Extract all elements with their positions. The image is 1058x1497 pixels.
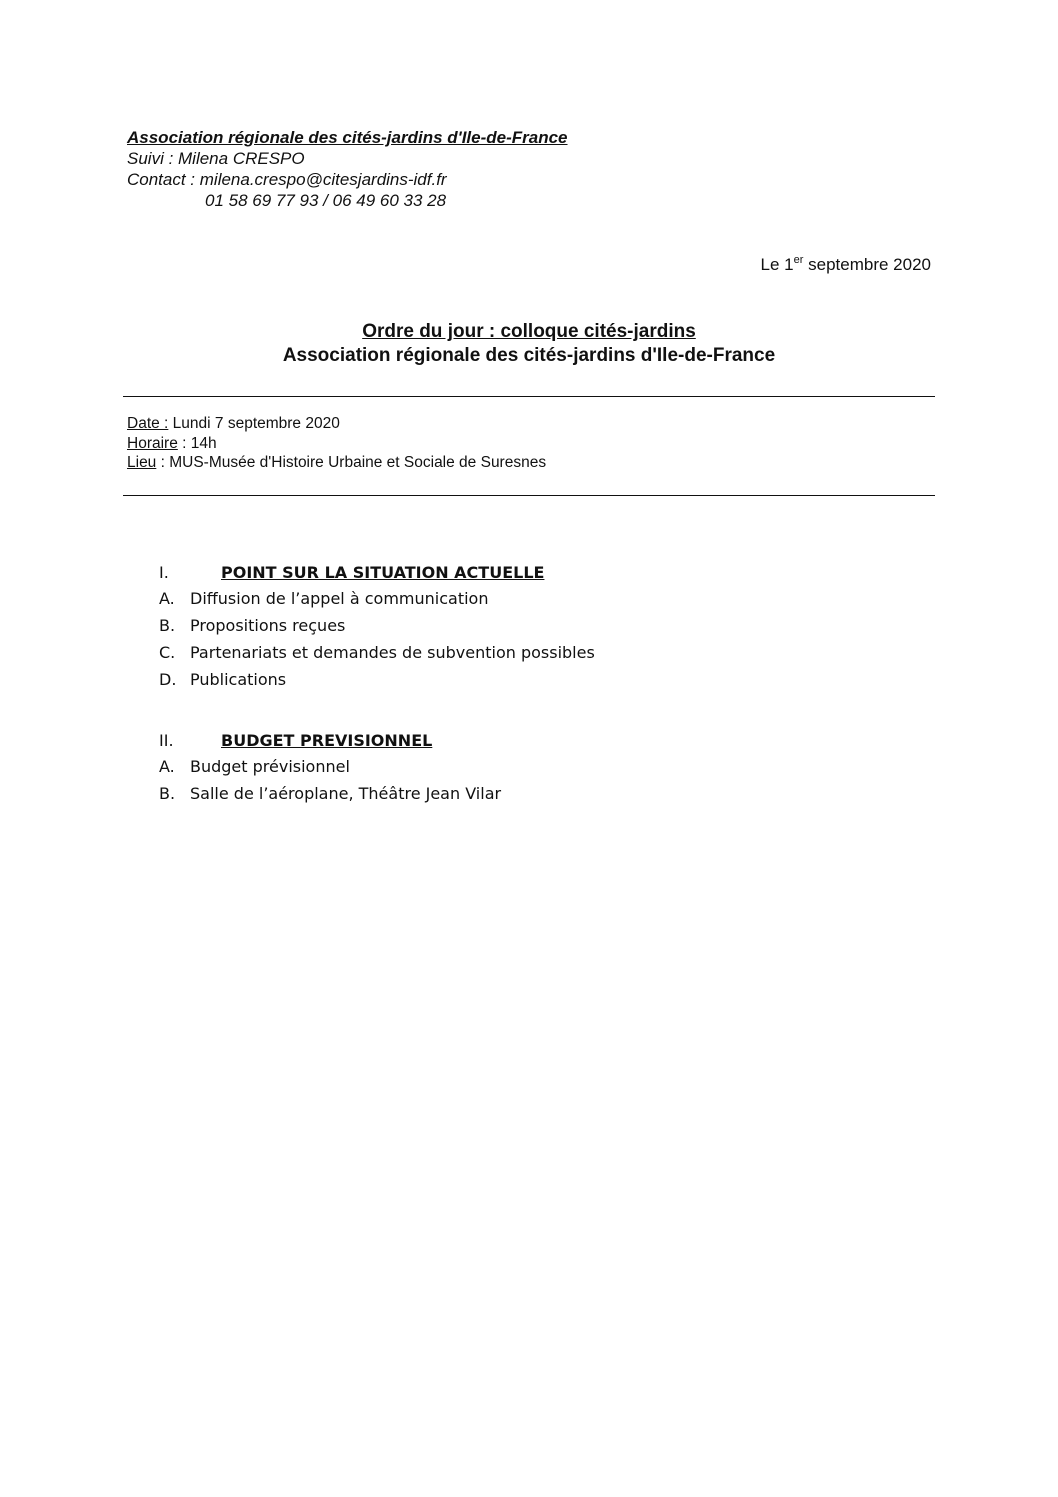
- item-letter: D.: [159, 670, 177, 689]
- place-value: : MUS-Musée d'Histoire Urbaine et Sociale de Suresnes: [156, 454, 547, 471]
- meeting-time-row: [127, 434, 546, 454]
- contact-line: Contact : milena.crespo@citesjardins-idf.fr: [127, 170, 447, 189]
- item-letter: A.: [159, 757, 175, 776]
- section-spacer: [159, 693, 595, 729]
- agenda: [159, 561, 595, 807]
- letter-date-superscript: er: [793, 254, 804, 266]
- meeting-date-row: [127, 414, 546, 434]
- item-text: Publications: [190, 670, 287, 689]
- section-number: I.: [159, 563, 169, 582]
- item-text: Propositions reçues: [190, 616, 346, 635]
- agenda-item: [159, 612, 595, 639]
- letter-date-suffix: septembre 2020: [803, 255, 931, 274]
- title-line-2: Association régionale des cités-jardins d'Ile-de-France: [282, 345, 776, 366]
- item-text: Diffusion de l’appel à communication: [190, 589, 489, 608]
- title-line-1: Ordre du jour : colloque cités-jardins: [362, 321, 696, 342]
- section-title: POINT SUR LA SITUATION ACTUELLE: [221, 563, 545, 582]
- agenda-item: [159, 780, 595, 807]
- section-number: II.: [159, 731, 174, 750]
- item-letter: A.: [159, 589, 175, 608]
- place-label: Lieu: [127, 454, 157, 471]
- top-divider: [123, 396, 935, 397]
- item-letter: C.: [159, 643, 176, 662]
- meeting-details: [127, 414, 546, 473]
- followup-line: Suivi : Milena CRESPO: [127, 149, 305, 168]
- agenda-item: [159, 753, 595, 780]
- date-value: Lundi 7 septembre 2020: [168, 415, 340, 432]
- agenda-item: [159, 639, 595, 666]
- date-label: Date :: [127, 415, 169, 432]
- item-text: Budget prévisionnel: [190, 757, 350, 776]
- agenda-section: [159, 561, 595, 585]
- section-title: BUDGET PREVISIONNEL: [221, 731, 433, 750]
- item-letter: B.: [159, 616, 176, 635]
- document-title: [0, 320, 1058, 368]
- agenda-section: [159, 729, 595, 753]
- phone-numbers: 01 58 69 77 93 / 06 49 60 33 28: [205, 191, 447, 210]
- time-label: Horaire: [127, 434, 178, 452]
- letter-date-prefix: Le 1: [760, 255, 794, 274]
- time-value: : 14h: [177, 434, 217, 452]
- item-text: Partenariats et demandes de subvention possibles: [190, 643, 595, 662]
- organization-name: Association régionale des cités-jardins d'Ile-de-France: [127, 128, 568, 147]
- item-text: Salle de l’aéroplane, Théâtre Jean Vilar: [190, 784, 502, 803]
- bottom-divider: [123, 495, 935, 496]
- agenda-item: [159, 585, 595, 612]
- letter-header: [127, 127, 568, 211]
- meeting-place-row: [127, 453, 546, 473]
- item-letter: B.: [159, 784, 176, 803]
- agenda-item: [159, 666, 595, 693]
- letter-date: [761, 254, 931, 275]
